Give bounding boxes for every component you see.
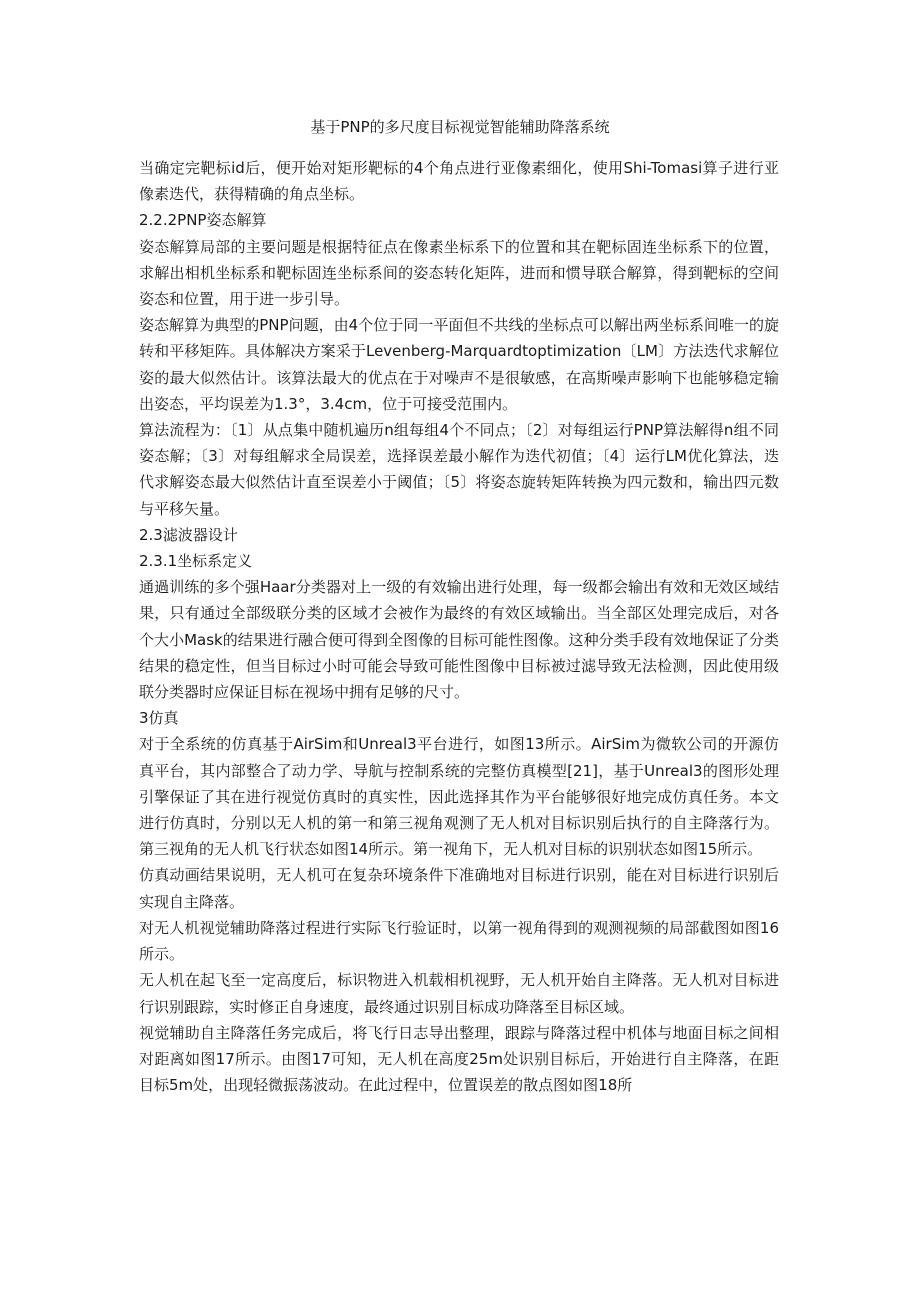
section-heading-2-3: 2.3滤波器设计 — [139, 525, 238, 544]
paragraph-haar-classifier: 通過训练的多个强Haar分类器对上一级的有效输出进行处理，每一级都会输出有效和无效区域结果，只有通过全部级联分类的区域才会被作为最终的有效区域输出。当全部区处理完成后，对各个大小Mask的结果进行融合便可得到全图像的目标可能性图像。这种分类手段有效地保证了分类结果的稳定性，但当目标过小时可能会导致可能性图像中目标被过滤导致无法检测，因此使用级联分类器时应保证目标在视场中拥有足够的尺寸。 — [139, 578, 779, 702]
section-heading-2-3-1: 2.3.1坐标系定义 — [139, 552, 253, 571]
section-heading-2-2-2: 2.2.2PNP姿态解算 — [139, 211, 267, 230]
paragraph-flight-log: 视觉辅助自主降落任务完成后，将飞行日志导出整理，跟踪与降落过程中机体与地面目标之间相对距离如图17所示。由图17可知，无人机在高度25m处识别目标后，开始进行自主降落，在距目标5m处，出现轻微振荡波动。在此过程中，位置误差的散点图如图18所 — [139, 1023, 779, 1095]
paragraph-pose-solving-problem: 姿态解算局部的主要问题是根据特征点在像素坐标系下的位置和其在靶标固连坐标系下的位置，求解出相机坐标系和靶标固连坐标系间的姿态转化矩阵，进而和惯导联合解算，得到靶标的空间姿态和位置，用于进一步引导。 — [139, 237, 779, 309]
paragraph-algorithm-flow: 算法流程为：〔1〕从点集中随机遍历n组每组4个不同点；〔2〕对每组运行PNP算法解得n组不同姿态解；〔3〕对每组解求全局误差，选择误差最小解作为迭代初值；〔4〕运行LM优化算法，迭代求解姿态最大似然估计直至误差小于阈值；〔5〕将姿态旋转矩阵转换为四元数和，输出四元数与平移矢量。 — [139, 421, 779, 518]
paragraph-flight-verification: 对无人机视觉辅助降落过程进行实际飞行验证时，以第一视角得到的观测视频的局部截图如图16所示。 — [139, 918, 779, 964]
paragraph-simulation-platform: 对于全系统的仿真基于AirSim和Unreal3平台进行，如图13所示。AirSim为微软公司的开源仿真平台，其内部整合了动力学、导航与控制系统的完整仿真模型[21]，基于Unreal3的图形处理引擎保证了其在进行视觉仿真时的真实性，因此选择其作为平台能够很好地完成仿真任务。本文进行仿真时，分别以无人机的第一和第三视角观测了无人机对目标识别后执行的自主降落行为。第三视角的无人机飞行状态如图14所示。第一视角下，无人机对目标的识别状态如图15所示。 — [139, 735, 779, 859]
paragraph-pnp-method: 姿态解算为典型的PNP问题，由4个位于同一平面但不共线的坐标点可以解出两坐标系间唯一的旋转和平移矩阵。具体解决方案采于Levenberg-Marquardtoptimization〔LM〕方法迭代求解位姿的最大似然估计。该算法最大的优点在于对噪声不是很敏感，在高斯噪声影响下也能够稳定输出姿态，平均误差为1.3°，3.4cm，位于可接受范围内。 — [139, 316, 779, 413]
paragraph-autonomous-landing: 无人机在起飞至一定高度后，标识物进入机载相机视野，无人机开始自主降落。无人机对目标进行识别跟踪，实时修正自身速度，最终通过识别目标成功降落至目标区域。 — [139, 971, 779, 1016]
document-title: 基于PNP的多尺度目标视觉智能辅助降落系统 — [310, 118, 610, 136]
paragraph-subpixel-refinement: 当确定完靶标id后，便开始对矩形靶标的4个角点进行亚像素细化，使用Shi-Tomasi算子进行亚像素迭代，获得精确的角点坐标。 — [139, 159, 779, 204]
document-body — [139, 155, 779, 1098]
paragraph-simulation-result: 仿真动画结果说明，无人机可在复杂环境条件下准确地对目标进行识别，能在对目标进行识别后实现自主降落。 — [139, 866, 779, 911]
section-heading-3: 3仿真 — [139, 709, 179, 728]
